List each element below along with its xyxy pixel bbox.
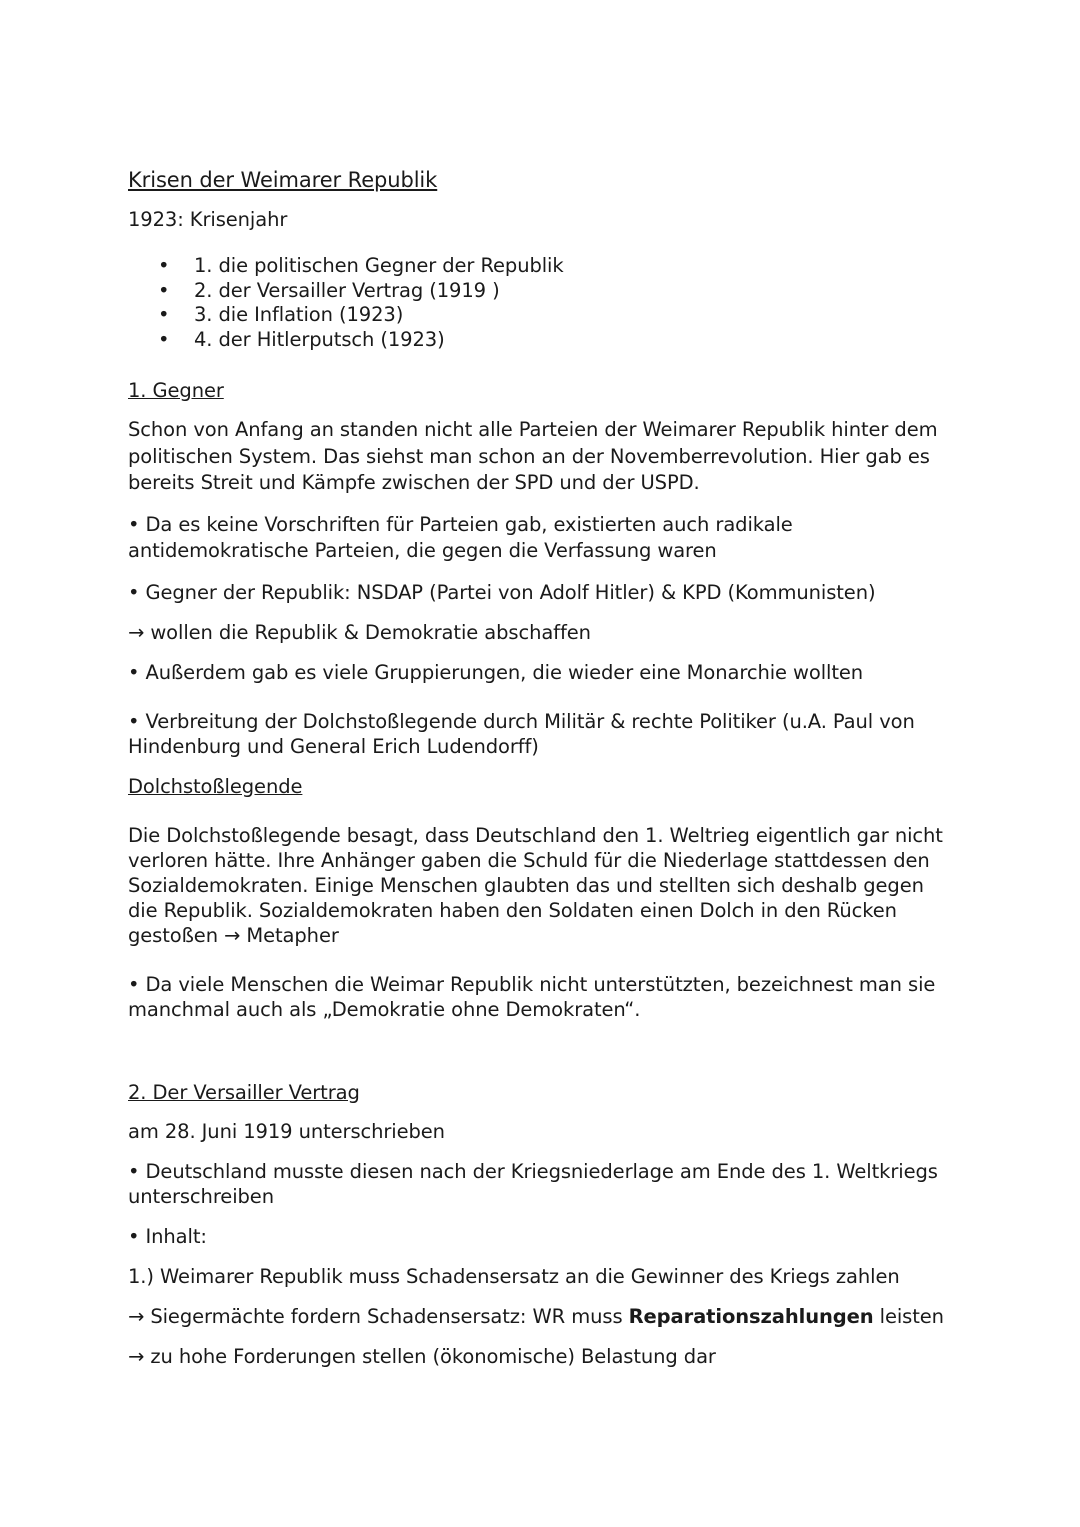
- reparationen-text-pre: → Siegermächte fordern Schadensersatz: WR muss: [128, 1304, 629, 1328]
- versailles-item-belastung: → zu hohe Forderungen stellen (ökonomische) Belastung dar: [128, 1344, 716, 1368]
- dolchstoss-conclusion: • Da viele Menschen die Weimar Republik nicht unterstützten, bezeichnest man sie manchmal auch als „Demokratie ohne Demokraten“.: [128, 972, 936, 1021]
- crises-list: [128, 254, 958, 352]
- gegner-point-vorschriften: • Da es keine Vorschriften für Parteien gab, existierten auch radikale antidemokratische Parteien, die gegen die Verfassung waren: [128, 512, 793, 562]
- list-item: • 3. die Inflation (1923): [128, 303, 958, 328]
- reparationen-text-post: leisten: [873, 1304, 944, 1328]
- section-heading-dolchstoss: Dolchstoßlegende: [128, 774, 303, 798]
- versailles-item-schadensersatz: 1.) Weimarer Republik muss Schadensersatz an die Gewinner des Kriegs zahlen: [128, 1264, 900, 1288]
- gegner-intro: Schon von Anfang an standen nicht alle Parteien der Weimarer Republik hinter dem politischen System. Das siehst man schon an der Novemberrevolution. Hier gab es bereits Streit und Kämpfe zwischen der SPD und der USPD.: [128, 418, 938, 494]
- dolchstoss-text: Die Dolchstoßlegende besagt, dass Deutschland den 1. Weltrieg eigentlich gar nicht verloren hätte. Ihre Anhänger gaben die Schuld für die Niederlage stattdessen den Sozialdemokraten. Einige Menschen glaubten das und stellten sich deshalb gegen die Republik. Sozialdemokraten haben den Soldaten einen Dolch in den Rücken gestoßen → Metapher: [128, 823, 943, 947]
- versailles-point-unterschreiben: • Deutschland musste diesen nach der Kriegsniederlage am Ende des 1. Weltkriegs unterschreiben: [128, 1159, 938, 1208]
- versailles-item-reparationen: [128, 1304, 958, 1329]
- section-heading-gegner: 1. Gegner: [128, 379, 224, 402]
- list-item: • 4. der Hitlerputsch (1923): [128, 328, 958, 353]
- gegner-point-monarchie: • Außerdem gab es viele Gruppierungen, die wieder eine Monarchie wollten: [128, 660, 864, 684]
- document-title: Krisen der Weimarer Republik: [128, 168, 438, 192]
- gegner-point-dolchstoss: • Verbreitung der Dolchstoßlegende durch Militär & rechte Politiker (u.A. Paul von Hindenburg und General Erich Ludendorff): [128, 709, 915, 758]
- reparationen-bold-term: Reparationszahlungen: [628, 1304, 874, 1328]
- list-item: • 2. der Versailler Vertrag (1919 ): [128, 279, 958, 304]
- document-subtitle: 1923: Krisenjahr: [128, 208, 288, 231]
- versailles-date: am 28. Juni 1919 unterschrieben: [128, 1119, 445, 1143]
- list-item: • 1. die politischen Gegner der Republik: [128, 254, 958, 279]
- versailles-point-inhalt: • Inhalt:: [128, 1224, 207, 1248]
- gegner-point-abschaffen: → wollen die Republik & Demokratie abschaffen: [128, 620, 591, 644]
- section-heading-versailles: 2. Der Versailler Vertrag: [128, 1080, 360, 1104]
- gegner-point-parteien: • Gegner der Republik: NSDAP (Partei von Adolf Hitler) & KPD (Kommunisten): [128, 580, 876, 604]
- document-page: [128, 168, 958, 1384]
